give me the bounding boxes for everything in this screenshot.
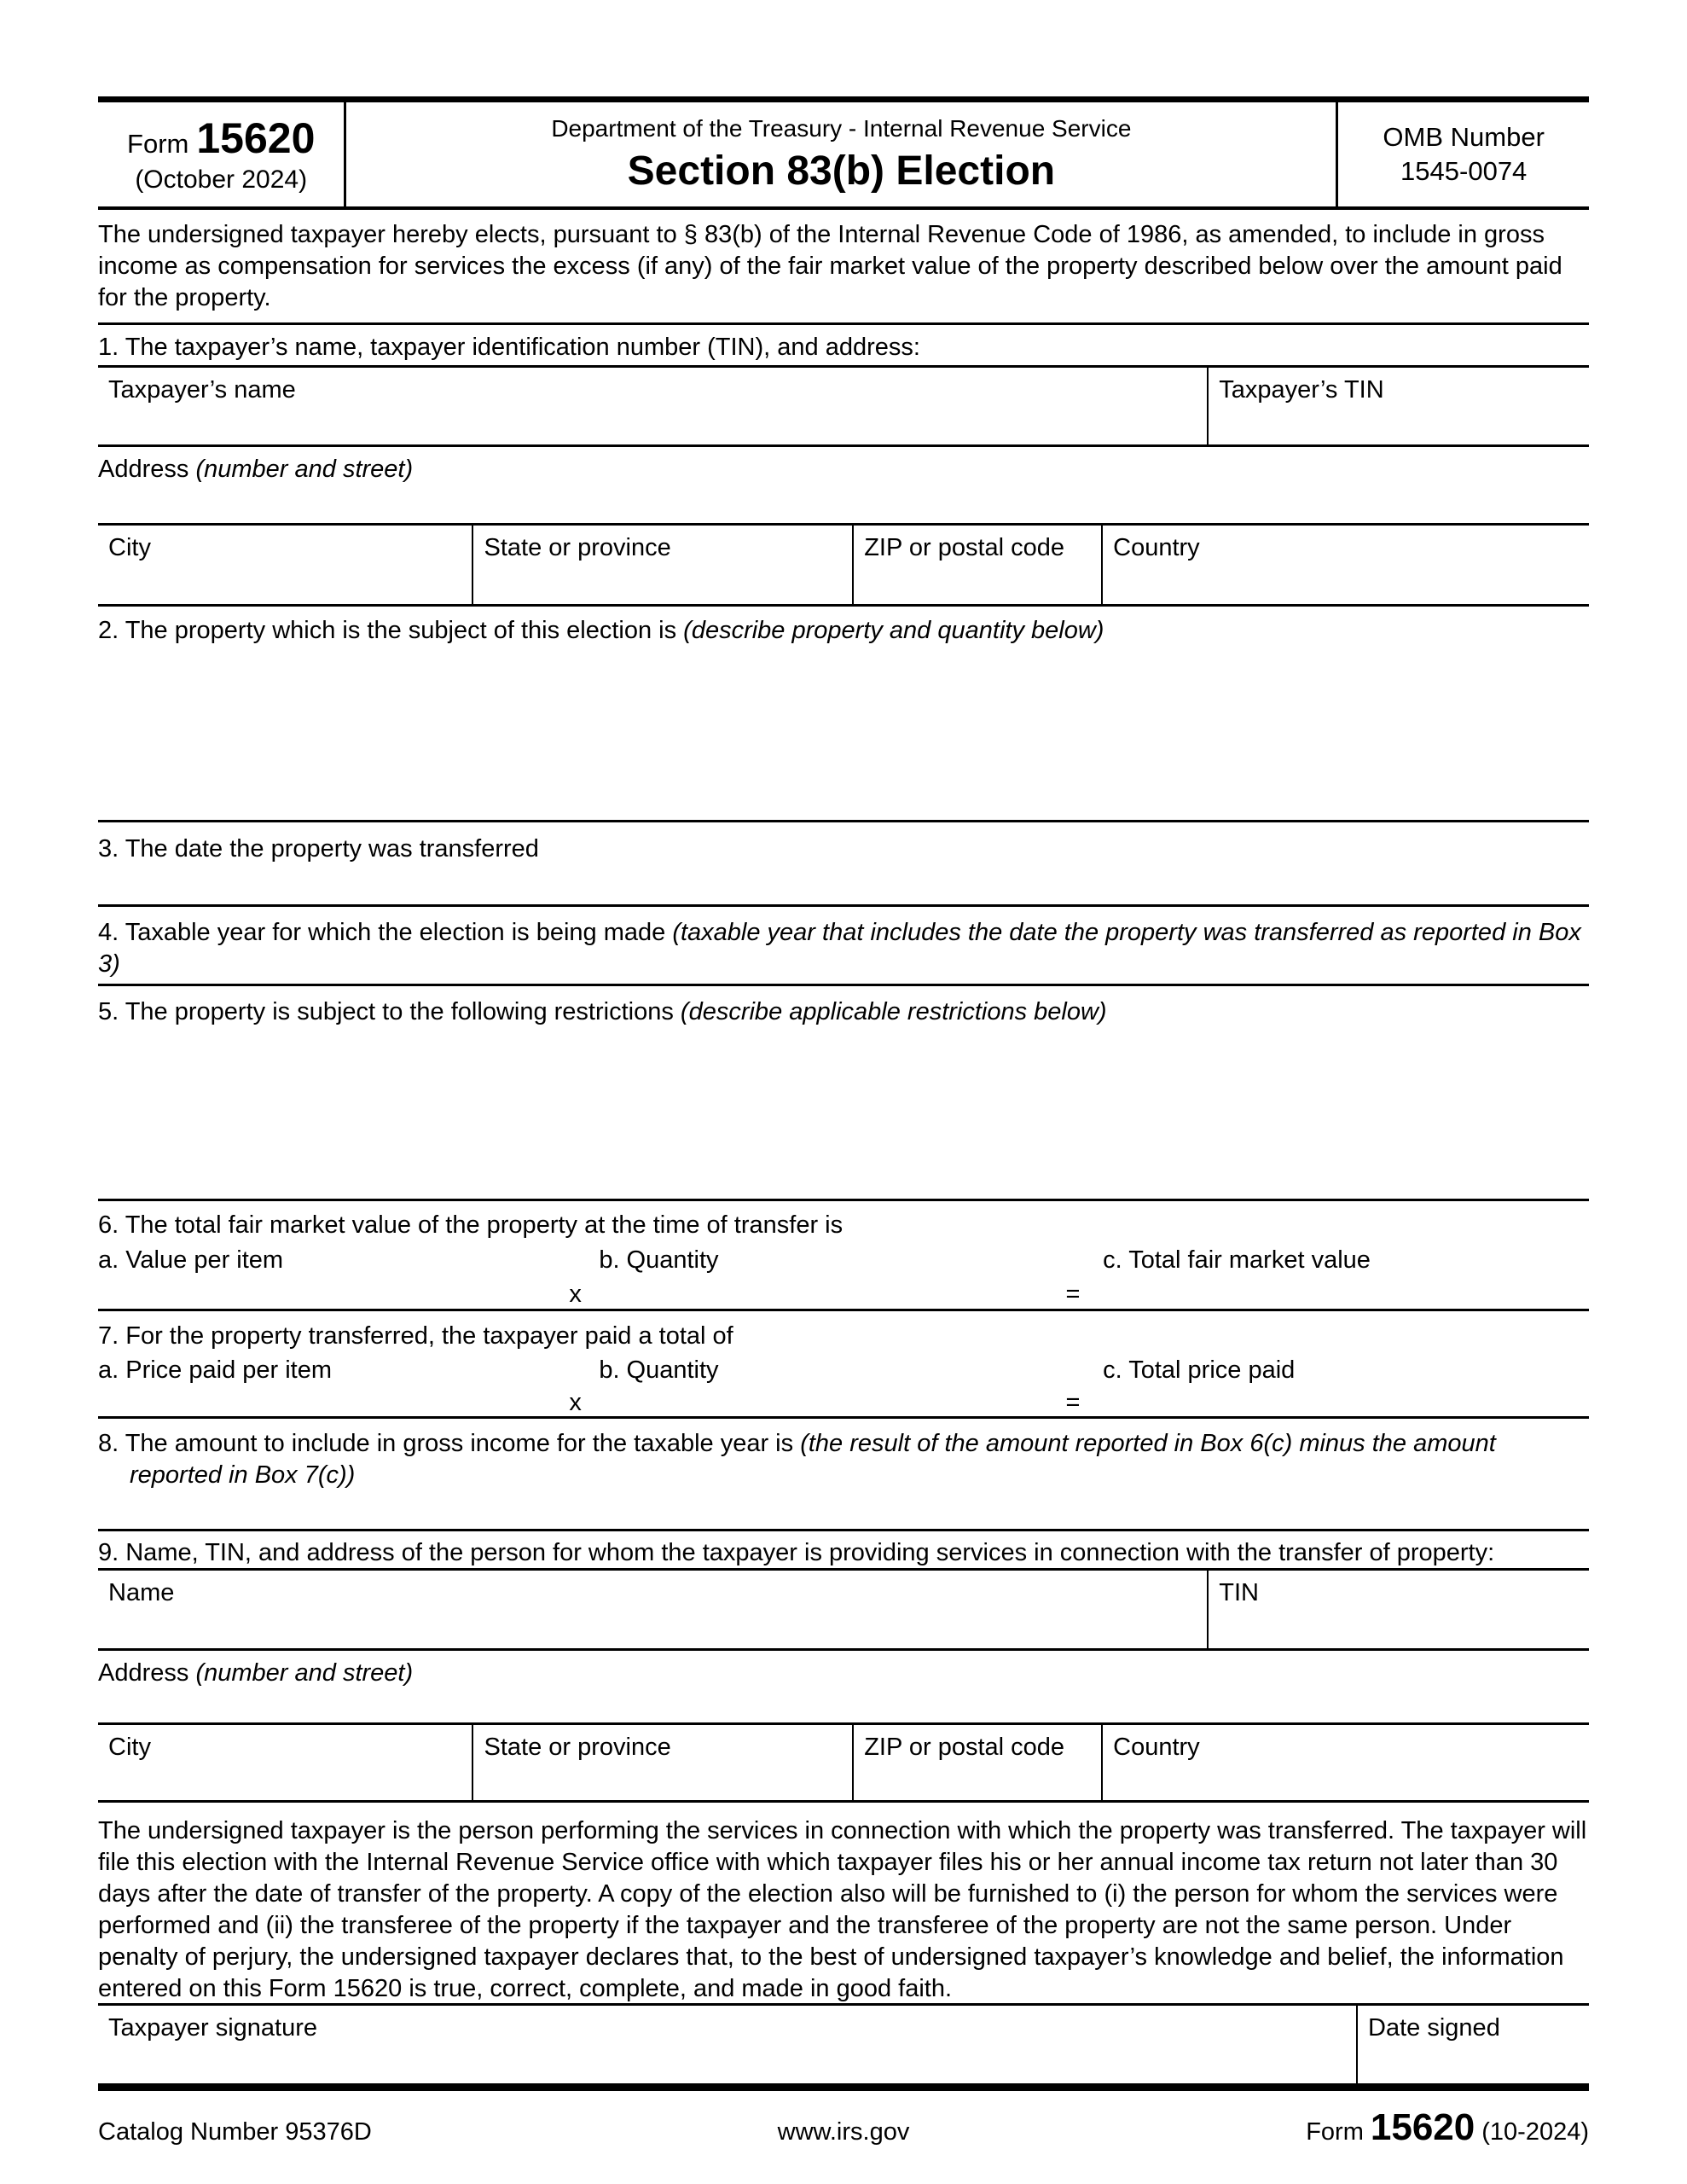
section-5-label: 5. The property is subject to the following restrictions: [98, 998, 674, 1025]
taxpayer-name-field[interactable]: [98, 368, 1209, 444]
service-recipient-address-field[interactable]: [98, 1651, 1589, 1725]
date-signed-label: Date signed: [1368, 2014, 1500, 2042]
section-6-label: 6. The total fair market value of the property at the time of transfer is: [98, 1211, 844, 1239]
total-fmv-field[interactable]: [1115, 1279, 1585, 1308]
taxpayer-state-label: State or province: [484, 534, 671, 561]
service-recipient-tin-label: TIN: [1219, 1579, 1259, 1606]
service-recipient-city-label: City: [108, 1734, 151, 1761]
section-2: [98, 607, 1589, 822]
form-revision-date: (October 2024): [135, 165, 308, 194]
taxpayer-city-label: City: [108, 534, 151, 561]
catalog-number: Catalog Number 95376D: [98, 2118, 372, 2146]
price-paid-per-item-field[interactable]: [98, 1387, 530, 1416]
date-transferred-field[interactable]: [98, 865, 1589, 903]
service-recipient-name-tin-row: [98, 1571, 1589, 1651]
form-number-cell: [98, 102, 346, 206]
date-signed-field[interactable]: [1358, 2006, 1589, 2083]
section-8-text: [98, 1428, 1589, 1491]
section-7-label: 7. For the property transferred, the taxpayer paid a total of: [98, 1322, 733, 1350]
section-4-hint: (taxable year that includes the date the property was transferred as reported in Box 3): [98, 919, 1581, 978]
footer-form-word: Form: [1306, 2118, 1364, 2146]
section-4-label: 4. Taxable year for which the election is being made: [98, 919, 666, 946]
total-price-paid-label: c. Total price paid: [1103, 1356, 1296, 1384]
taxpayer-zip-label: ZIP or postal code: [864, 534, 1065, 561]
section-2-hint: (describe property and quantity below): [683, 617, 1104, 644]
service-recipient-country-label: Country: [1113, 1734, 1200, 1761]
restrictions-description-field[interactable]: [98, 1033, 1589, 1197]
section-8-hint: (the result of the amount reported in Box 6(c) minus the amount reported in Box 7(c)): [130, 1430, 1496, 1489]
service-recipient-state-label: State or province: [484, 1734, 671, 1761]
perjury-statement: The undersigned taxpayer is the person performing the services in connection with which the property was transferred. The taxpayer will file this election with the Internal Revenue Service office with which taxpayer files his or her annual income tax return not later than 30 days after the date of transfer of the property. A copy of the election also will be furnished to (i) the person for whom the services were performed and (ii) the transferee of the property if the taxpayer and the transferee of the property are not the same person. Under penalty of perjury, the undersigned taxpayer declares that, to the best of undersigned taxpayer’s knowledge and belief, the information entered on this Form 15620 is true, correct, complete, and made in good faith.: [98, 1803, 1589, 2006]
omb-cell: [1338, 102, 1589, 206]
taxpayer-tin-field[interactable]: [1209, 368, 1589, 444]
value-per-item-label: a. Value per item: [98, 1246, 284, 1274]
taxpayer-address-field[interactable]: [98, 447, 1589, 526]
form-header: [98, 96, 1589, 210]
omb-number: 1545-0074: [1400, 156, 1528, 186]
multiply-sign-6: x: [569, 1281, 582, 1308]
service-recipient-city-row: [98, 1725, 1589, 1803]
form-title: Section 83(b) Election: [627, 148, 1056, 194]
quantity-field-7[interactable]: [612, 1387, 1029, 1416]
taxpayer-address-label: Address: [98, 456, 189, 483]
taxpayer-city-row: [98, 526, 1589, 607]
taxpayer-name-label: Taxpayer’s name: [108, 376, 296, 404]
footer-form-id: [1306, 2106, 1589, 2148]
multiply-sign-7: x: [569, 1389, 582, 1416]
section-3: [98, 822, 1589, 907]
taxpayer-city-field[interactable]: [98, 526, 473, 604]
taxpayer-tin-label: Taxpayer’s TIN: [1219, 376, 1384, 404]
section-6: [98, 1201, 1589, 1311]
section-5-hint: (describe applicable restrictions below): [680, 998, 1107, 1025]
section-8-label: 8. The amount to include in gross income for the taxable year is: [98, 1430, 794, 1457]
omb-label: OMB Number: [1383, 122, 1545, 152]
form-number-line: [127, 113, 316, 162]
section-1-label: 1. The taxpayer’s name, taxpayer identification number (TIN), and address:: [98, 325, 1589, 368]
irs-url: www.irs.gov: [777, 2118, 910, 2146]
service-recipient-tin-field[interactable]: [1209, 1571, 1589, 1648]
form-word: Form: [127, 128, 189, 159]
service-recipient-state-field[interactable]: [473, 1725, 854, 1800]
form-number: 15620: [196, 113, 316, 162]
footer-form-number: 15620: [1370, 2106, 1475, 2148]
service-recipient-address-label: Address: [98, 1659, 189, 1687]
taxpayer-country-label: Country: [1113, 534, 1200, 561]
section-3-label: 3. The date the property was transferred: [98, 835, 539, 863]
taxpayer-address-hint: (number and street): [195, 456, 414, 483]
equals-sign-7: =: [1065, 1389, 1081, 1416]
agency-line: Department of the Treasury - Internal Revenue Service: [551, 115, 1132, 142]
taxpayer-signature-field[interactable]: [98, 2006, 1358, 2083]
section-8: [98, 1419, 1589, 1531]
section-2-label: 2. The property which is the subject of this election is: [98, 617, 677, 644]
section-9-label: 9. Name, TIN, and address of the person for whom the taxpayer is providing services in connection with the transfer of property:: [98, 1531, 1589, 1571]
taxpayer-name-tin-row: [98, 368, 1589, 447]
section-7: [98, 1311, 1589, 1419]
taxpayer-state-field[interactable]: [473, 526, 854, 604]
section-4: [98, 907, 1589, 986]
value-per-item-field[interactable]: [98, 1279, 530, 1308]
equals-sign-6: =: [1065, 1281, 1081, 1308]
form-title-cell: [346, 102, 1338, 206]
price-paid-per-item-label: a. Price paid per item: [98, 1356, 333, 1384]
taxpayer-signature-label: Taxpayer signature: [108, 2014, 318, 2042]
signature-row: [98, 2006, 1589, 2091]
quantity-field-6[interactable]: [612, 1279, 1029, 1308]
intro-paragraph: The undersigned taxpayer hereby elects, pursuant to § 83(b) of the Internal Revenue Code of 1986, as amended, to include in gross income as compensation for services the excess (if any) of the fair market value of the property described below over the amount paid for the property.: [98, 210, 1589, 325]
total-price-paid-field[interactable]: [1115, 1387, 1585, 1416]
service-recipient-country-field[interactable]: [1103, 1725, 1589, 1800]
taxpayer-country-field[interactable]: [1103, 526, 1589, 604]
service-recipient-zip-label: ZIP or postal code: [864, 1734, 1065, 1761]
service-recipient-name-label: Name: [108, 1579, 175, 1606]
gross-income-amount-field[interactable]: [98, 1496, 1589, 1527]
taxable-year-field[interactable]: [98, 950, 1589, 982]
quantity-label-6: b. Quantity: [599, 1246, 719, 1274]
service-recipient-name-field[interactable]: [98, 1571, 1209, 1648]
service-recipient-city-field[interactable]: [98, 1725, 473, 1800]
form-body: [98, 96, 1589, 2148]
section-5: [98, 986, 1589, 1201]
page-footer: [98, 2106, 1589, 2148]
quantity-label-7: b. Quantity: [599, 1356, 719, 1384]
total-fmv-label: c. Total fair market value: [1103, 1246, 1371, 1274]
footer-form-revision: (10-2024): [1481, 2118, 1589, 2146]
taxpayer-zip-field[interactable]: [854, 526, 1103, 604]
service-recipient-zip-field[interactable]: [854, 1725, 1103, 1800]
property-description-field[interactable]: [98, 653, 1589, 818]
service-recipient-address-hint: (number and street): [195, 1659, 414, 1687]
